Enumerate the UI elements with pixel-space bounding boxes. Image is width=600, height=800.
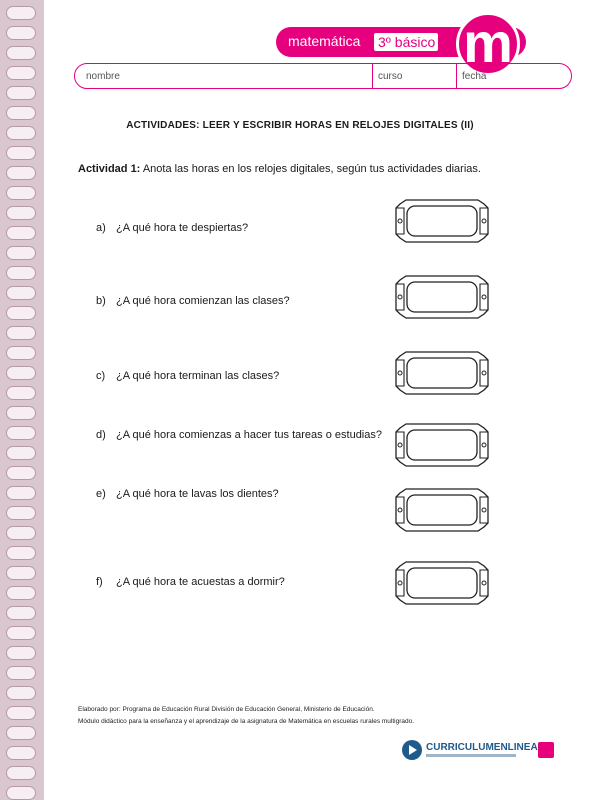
clock-outline-icon xyxy=(392,198,492,244)
spiral-ring xyxy=(6,646,36,660)
spiral-ring xyxy=(6,666,36,680)
spiral-ring xyxy=(6,46,36,60)
spiral-ring xyxy=(6,286,36,300)
spiral-ring xyxy=(6,226,36,240)
math-logo-badge: m xyxy=(456,12,520,76)
question-letter: a) xyxy=(96,222,106,234)
footer-module: Módulo didáctico para la enseñanza y el aprendizaje de la asignatura de Matemática en escuelas rurales multigrado. xyxy=(78,718,415,725)
brand-tagline-bar xyxy=(426,754,516,757)
spiral-ring xyxy=(6,326,36,340)
spiral-ring xyxy=(6,346,36,360)
spiral-ring xyxy=(6,366,36,380)
clock-outline-icon xyxy=(392,487,492,533)
digital-clock-blank[interactable] xyxy=(392,350,492,396)
course-field-label[interactable]: curso xyxy=(378,71,403,82)
spiral-ring xyxy=(6,306,36,320)
play-arrow-icon xyxy=(402,740,422,760)
spiral-ring xyxy=(6,486,36,500)
activity-label: Actividad 1: xyxy=(78,163,141,175)
spiral-ring xyxy=(6,726,36,740)
activity-text: Anota las horas en los relojes digitales, según tus actividades diarias. xyxy=(142,163,481,175)
spiral-ring xyxy=(6,546,36,560)
question-text: ¿A qué hora comienzan las clases? xyxy=(116,295,290,307)
spiral-ring xyxy=(6,586,36,600)
question-letter: f) xyxy=(96,576,103,588)
question-letter: c) xyxy=(96,370,106,382)
spiral-ring xyxy=(6,466,36,480)
spiral-ring xyxy=(6,66,36,80)
spiral-ring xyxy=(6,706,36,720)
digital-clock-blank[interactable] xyxy=(392,560,492,606)
digital-clock-blank[interactable] xyxy=(392,274,492,320)
spiral-ring xyxy=(6,786,36,800)
question-text: ¿A qué hora te acuestas a dormir? xyxy=(116,576,285,588)
spiral-ring xyxy=(6,266,36,280)
spiral-ring xyxy=(6,6,36,20)
spiral-ring xyxy=(6,146,36,160)
question-text: ¿A qué hora comienzas a hacer tus tareas o estudias? xyxy=(116,429,382,441)
spiral-ring xyxy=(6,406,36,420)
spiral-ring xyxy=(6,506,36,520)
question-text: ¿A qué hora te lavas los dientes? xyxy=(116,488,279,500)
clock-outline-icon xyxy=(392,560,492,606)
page-title: ACTIVIDADES: LEER Y ESCRIBIR HORAS EN RELOJES DIGITALES (II) xyxy=(126,120,474,131)
question-letter: e) xyxy=(96,488,106,500)
spiral-ring xyxy=(6,166,36,180)
activity-instructions xyxy=(78,163,481,175)
clock-outline-icon xyxy=(392,350,492,396)
spiral-ring xyxy=(6,746,36,760)
spiral-ring xyxy=(6,566,36,580)
spiral-ring xyxy=(6,606,36,620)
subject-label: matemática xyxy=(288,33,361,49)
spiral-ring xyxy=(6,86,36,100)
question-letter: d) xyxy=(96,429,106,441)
name-field-label[interactable]: nombre xyxy=(86,71,120,82)
spiral-ring xyxy=(6,766,36,780)
footer-credit: Elaborado por: Programa de Educación Rural División de Educación General, Ministerio de Educación. xyxy=(78,706,375,713)
digital-clock-blank[interactable] xyxy=(392,198,492,244)
digital-clock-blank[interactable] xyxy=(392,487,492,533)
student-info-bar xyxy=(74,63,572,89)
spiral-ring xyxy=(6,446,36,460)
spiral-ring xyxy=(6,426,36,440)
corner-mark xyxy=(538,742,554,758)
date-field-label[interactable]: fecha xyxy=(462,71,487,82)
spiral-ring xyxy=(6,246,36,260)
question-letter: b) xyxy=(96,295,106,307)
spiral-ring xyxy=(6,106,36,120)
spiral-ring xyxy=(6,186,36,200)
spiral-ring xyxy=(6,386,36,400)
question-text: ¿A qué hora te despiertas? xyxy=(116,222,249,234)
info-divider xyxy=(456,63,457,89)
clock-outline-icon xyxy=(392,274,492,320)
info-divider xyxy=(372,63,373,89)
spiral-ring xyxy=(6,526,36,540)
question-text: ¿A qué hora terminan las clases? xyxy=(116,370,280,382)
digital-clock-blank[interactable] xyxy=(392,422,492,468)
spiral-ring xyxy=(6,626,36,640)
spiral-ring xyxy=(6,26,36,40)
spiral-ring xyxy=(6,686,36,700)
grade-label: 3º básico xyxy=(378,34,436,50)
brand-logo-text: CURRICULUMENLINEA xyxy=(426,742,538,753)
clock-outline-icon xyxy=(392,422,492,468)
spiral-ring xyxy=(6,206,36,220)
